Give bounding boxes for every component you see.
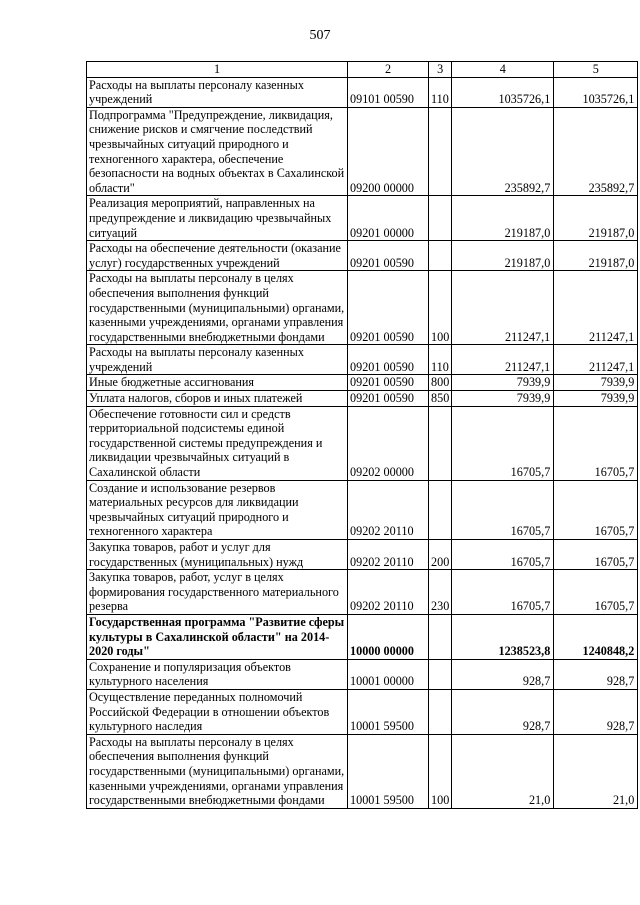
row-code: 09202 20110 — [348, 480, 429, 539]
table-row — [87, 659, 638, 689]
row-amount-col5: 1035726,1 — [554, 77, 638, 107]
row-amount-col5: 219187,0 — [554, 241, 638, 271]
column-header: 2 — [348, 62, 429, 78]
row-description: Закупка товаров, работ, услуг в целях формирования государственного материального резерва — [87, 570, 348, 615]
row-expense-type: 100 — [429, 271, 452, 345]
row-description: Иные бюджетные ассигнования — [87, 375, 348, 391]
table-row — [87, 271, 638, 345]
row-amount-col4: 7939,9 — [452, 375, 554, 391]
row-description: Подпрограмма "Предупреждение, ликвидация, снижение рисков и смягчение последствий чрезвычайных ситуаций природного и техногенного характера, обеспечение безопасности на водных объектах в Сахалинской области" — [87, 107, 348, 196]
row-expense-type — [429, 406, 452, 480]
table-body — [87, 77, 638, 808]
row-code: 10001 00000 — [348, 659, 429, 689]
row-amount-col5: 7939,9 — [554, 375, 638, 391]
row-expense-type — [429, 196, 452, 241]
row-code: 10001 59500 — [348, 689, 429, 734]
column-header: 3 — [429, 62, 452, 78]
row-amount-col4: 219187,0 — [452, 241, 554, 271]
row-expense-type: 100 — [429, 734, 452, 808]
row-code: 09201 00590 — [348, 345, 429, 375]
row-code: 09201 00590 — [348, 271, 429, 345]
row-expense-type: 110 — [429, 345, 452, 375]
row-code: 09201 00590 — [348, 241, 429, 271]
table-row — [87, 540, 638, 570]
page-number: 507 — [309, 28, 331, 43]
row-amount-col4: 1238523,8 — [452, 614, 554, 659]
row-description: Государственная программа "Развитие сферы культуры в Сахалинской области" на 2014-2020 годы" — [87, 614, 348, 659]
row-code: 09201 00000 — [348, 196, 429, 241]
row-amount-col5: 928,7 — [554, 659, 638, 689]
row-code: 09202 20110 — [348, 570, 429, 615]
row-code: 10000 00000 — [348, 614, 429, 659]
table-row — [87, 689, 638, 734]
table-row — [87, 196, 638, 241]
row-description: Обеспечение готовности сил и средств территориальной подсистемы единой государственной системы предупреждения и ликвидации чрезвычайных ситуаций в Сахалинской области — [87, 406, 348, 480]
row-expense-type — [429, 659, 452, 689]
row-expense-type — [429, 480, 452, 539]
row-amount-col4: 928,7 — [452, 689, 554, 734]
row-amount-col4: 16705,7 — [452, 570, 554, 615]
row-amount-col5: 211247,1 — [554, 271, 638, 345]
row-description: Расходы на выплаты персоналу в целях обеспечения выполнения функций государственными (муниципальными) органами, казенными учреждениями, органами управления государственными внебюджетными фондами — [87, 734, 348, 808]
row-expense-type: 110 — [429, 77, 452, 107]
row-amount-col5: 211247,1 — [554, 345, 638, 375]
row-description: Закупка товаров, работ и услуг для государственных (муниципальных) нужд — [87, 540, 348, 570]
row-description: Создание и использование резервов материальных ресурсов для ликвидации чрезвычайных ситуаций природного и техногенного характера — [87, 480, 348, 539]
row-expense-type — [429, 107, 452, 196]
table-row — [87, 107, 638, 196]
table-row — [87, 406, 638, 480]
row-description: Расходы на выплаты персоналу казенных учреждений — [87, 77, 348, 107]
row-expense-type — [429, 614, 452, 659]
row-amount-col5: 235892,7 — [554, 107, 638, 196]
row-amount-col4: 16705,7 — [452, 540, 554, 570]
row-expense-type: 850 — [429, 391, 452, 407]
row-code: 09202 00000 — [348, 406, 429, 480]
table-row — [87, 241, 638, 271]
table-row — [87, 375, 638, 391]
row-code: 09201 00590 — [348, 375, 429, 391]
row-amount-col5: 1240848,2 — [554, 614, 638, 659]
row-amount-col4: 1035726,1 — [452, 77, 554, 107]
row-code: 09201 00590 — [348, 391, 429, 407]
row-amount-col4: 211247,1 — [452, 345, 554, 375]
column-header: 4 — [452, 62, 554, 78]
row-description: Сохранение и популяризация объектов культурного населения — [87, 659, 348, 689]
row-description: Реализация мероприятий, направленных на предупреждение и ликвидацию чрезвычайных ситуаций — [87, 196, 348, 241]
row-description: Расходы на выплаты персоналу в целях обеспечения выполнения функций государственными (муниципальными) органами, казенными учреждениями, органами управления государственными внебюджетными фондами — [87, 271, 348, 345]
row-amount-col5: 16705,7 — [554, 480, 638, 539]
table-row — [87, 734, 638, 808]
row-description: Уплата налогов, сборов и иных платежей — [87, 391, 348, 407]
row-amount-col4: 7939,9 — [452, 391, 554, 407]
row-description: Расходы на обеспечение деятельности (оказание услуг) государственных учреждений — [87, 241, 348, 271]
row-expense-type: 200 — [429, 540, 452, 570]
row-amount-col4: 16705,7 — [452, 406, 554, 480]
table-row — [87, 345, 638, 375]
table-row — [87, 480, 638, 539]
row-description: Осуществление переданных полномочий Российской Федерации в отношении объектов культурного наследия — [87, 689, 348, 734]
row-amount-col4: 16705,7 — [452, 480, 554, 539]
row-amount-col4: 928,7 — [452, 659, 554, 689]
row-code: 10001 59500 — [348, 734, 429, 808]
row-expense-type — [429, 689, 452, 734]
row-amount-col5: 16705,7 — [554, 570, 638, 615]
column-header: 5 — [554, 62, 638, 78]
row-amount-col4: 21,0 — [452, 734, 554, 808]
row-expense-type: 230 — [429, 570, 452, 615]
row-amount-col5: 21,0 — [554, 734, 638, 808]
row-amount-col4: 235892,7 — [452, 107, 554, 196]
row-code: 09101 00590 — [348, 77, 429, 107]
row-amount-col5: 219187,0 — [554, 196, 638, 241]
table-row — [87, 614, 638, 659]
row-code: 09202 20110 — [348, 540, 429, 570]
row-amount-col5: 928,7 — [554, 689, 638, 734]
table-row — [87, 570, 638, 615]
column-header: 1 — [87, 62, 348, 78]
row-code: 09200 00000 — [348, 107, 429, 196]
budget-table — [86, 61, 638, 809]
row-amount-col5: 16705,7 — [554, 406, 638, 480]
row-amount-col5: 16705,7 — [554, 540, 638, 570]
row-description: Расходы на выплаты персоналу казенных учреждений — [87, 345, 348, 375]
row-expense-type: 800 — [429, 375, 452, 391]
row-amount-col5: 7939,9 — [554, 391, 638, 407]
row-amount-col4: 211247,1 — [452, 271, 554, 345]
row-expense-type — [429, 241, 452, 271]
row-amount-col4: 219187,0 — [452, 196, 554, 241]
table-row — [87, 77, 638, 107]
table-header-row — [87, 62, 638, 78]
table-row — [87, 391, 638, 407]
